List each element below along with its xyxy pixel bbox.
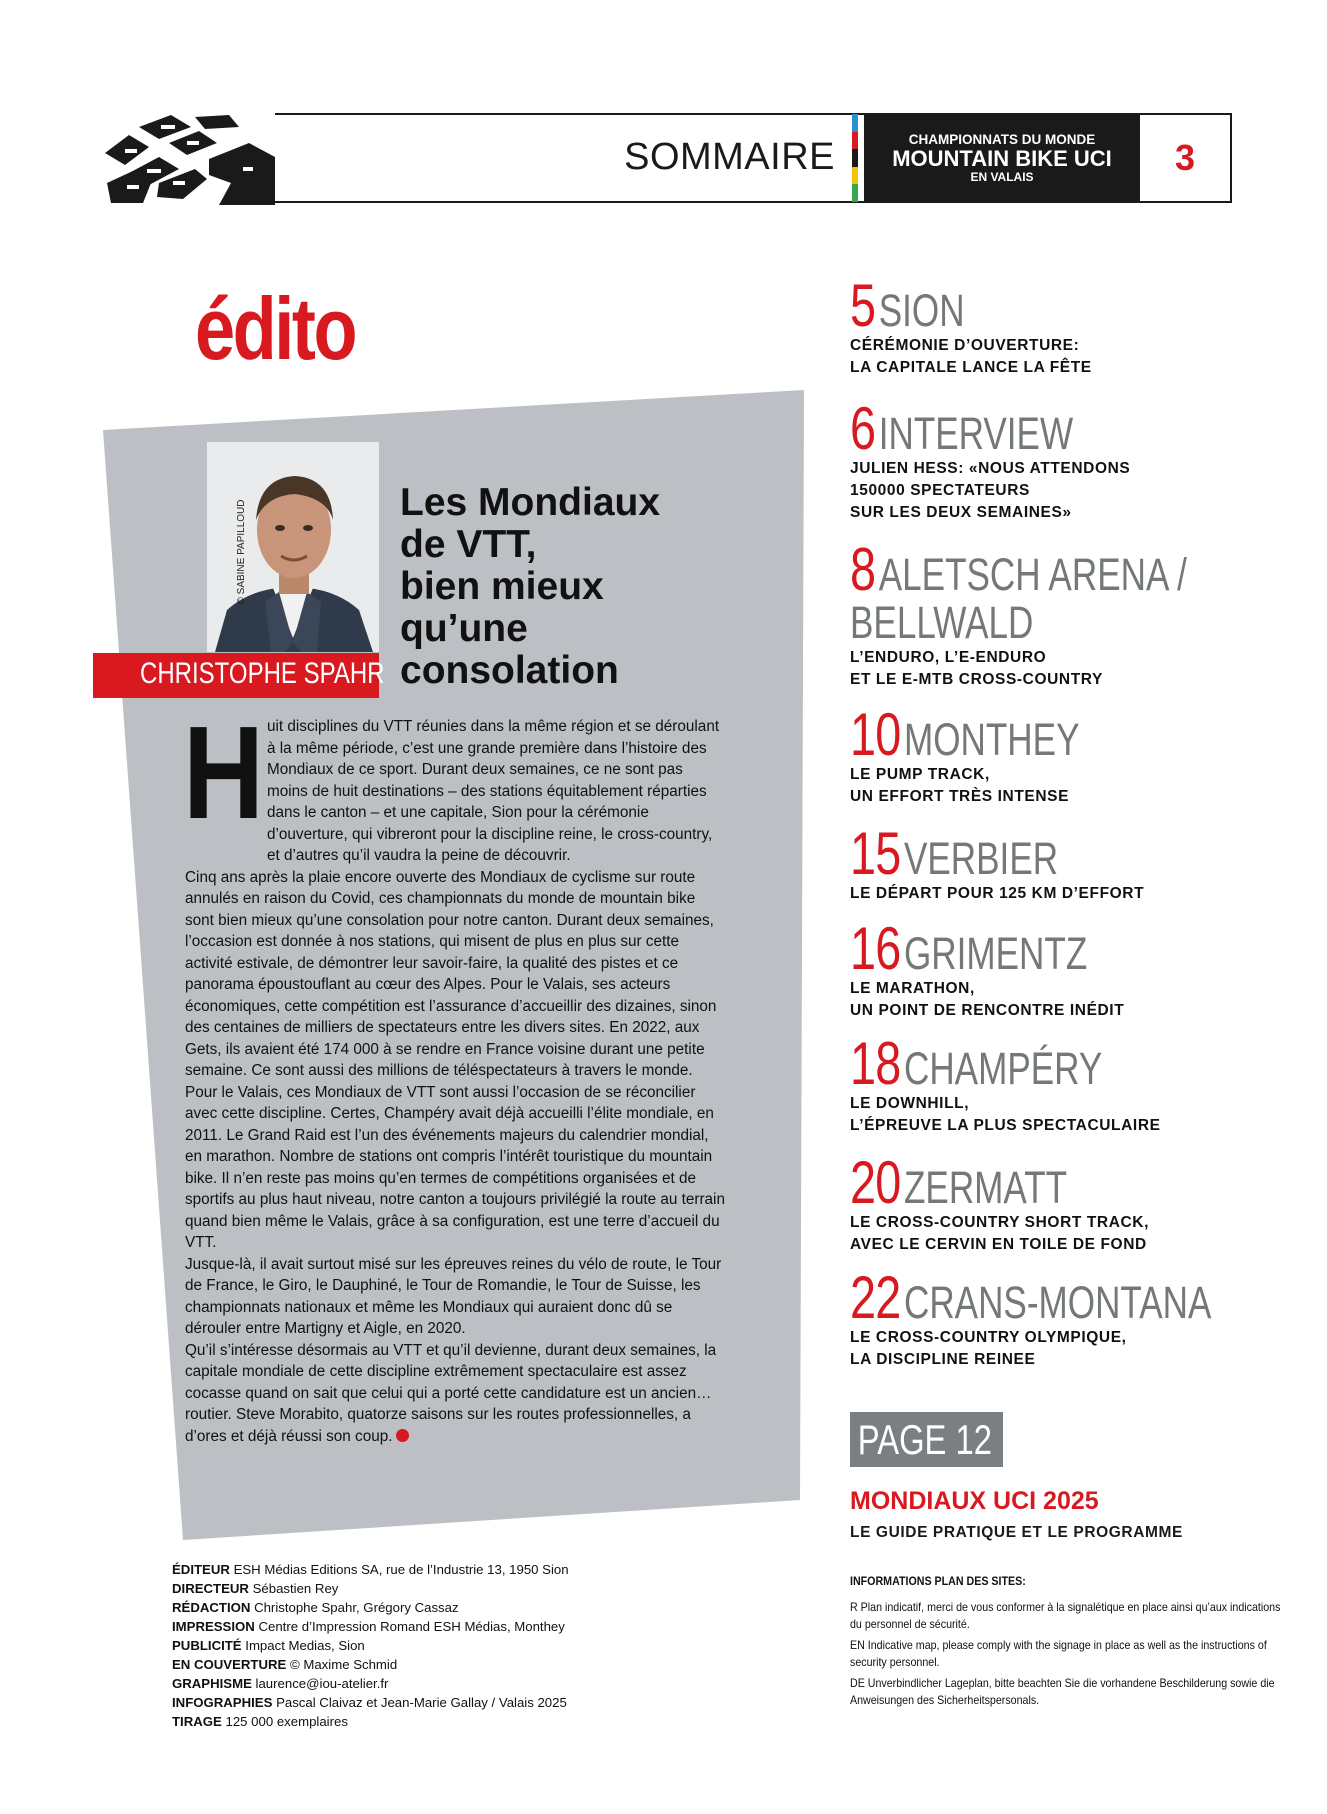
headline-line: de VTT, [400,523,537,566]
imprint-value: Sébastien Rey [252,1581,339,1596]
imprint-line [172,1674,569,1693]
imprint-line [172,1560,569,1579]
map-info-de: DE Unverbindlicher Lageplan, bitte beachten Sie die vorhandene Beschilderung sowie die Anweisungen des Sicherheitspersonals. [850,1676,1275,1707]
toc-item [850,395,1310,524]
guide-subtitle: LE GUIDE PRATIQUE ET LE PROGRAMME [850,1524,1183,1541]
event-line-3: EN VALAIS [970,170,1034,184]
toc-title: MONTHEY [903,714,1080,765]
page-number: 3 [1174,137,1196,178]
map-info [850,1573,1282,1713]
toc-heading [850,1030,1209,1097]
imprint-key: IMPRESSION [172,1619,255,1634]
imprint-key: EN COUVERTURE [172,1657,287,1672]
headline-line: Les Mondiaux [400,481,661,524]
imprint [172,1560,569,1731]
drop-cap: H [183,699,265,846]
imprint-key: ÉDITEUR [172,1562,230,1577]
toc-title: CHAMPÉRY [903,1043,1103,1094]
toc-subtitle: UN POINT DE RENCONTRE INÉDIT [850,1002,1125,1019]
toc-subtitle: LE PUMP TRACK, [850,766,990,783]
toc-subtitle: JULIEN HESS: «NOUS ATTENDONS [850,460,1131,477]
section-title: SOMMAIRE [624,136,835,178]
toc-heading [850,395,1209,462]
toc-page-number: 8 [850,536,876,603]
toc-heading [850,1264,1212,1331]
imprint-value: © Maxime Schmid [289,1657,398,1672]
toc-page-number: 6 [850,395,876,462]
toc-subtitle: CÉRÉMONIE D’OUVERTURE: [850,337,1080,354]
toc-heading-continued [850,599,1209,647]
toc-page-number: 22 [850,1264,901,1331]
toc-title: CRANS-MONTANA [903,1277,1212,1328]
imprint-value: Impact Medias, Sion [245,1638,365,1653]
toc-item [850,1149,1310,1256]
author-name: CHRISTOPHE SPAHR [140,657,385,690]
imprint-value: 125 000 exemplaires [225,1714,348,1729]
edito-label: édito [195,279,356,378]
imprint-value: laurence@iou-atelier.fr [255,1676,389,1691]
guide-title: MONDIAUX UCI 2025 [850,1487,1099,1515]
toc-item [850,272,1310,379]
toc-subtitle: L’ÉPREUVE LA PLUS SPECTACULAIRE [850,1117,1161,1134]
toc-subtitle: LE MARATHON, [850,980,975,997]
toc-title: VERBIER [903,833,1059,884]
toc-subtitle: LA DISCIPLINE REINEE [850,1351,1036,1368]
imprint-value: Pascal Claivaz et Jean-Marie Gallay / Valais 2025 [276,1695,567,1710]
map-info-en: EN Indicative map, please comply with the signage in place as well as the instructions of security personnel. [850,1638,1267,1669]
toc-page-number: 18 [850,1030,901,1097]
imprint-key: RÉDACTION [172,1600,251,1615]
toc-heading [850,915,1209,982]
imprint-key: PUBLICITÉ [172,1638,242,1653]
toc-item [850,1030,1310,1137]
imprint-line [172,1617,569,1636]
event-line-2: MOUNTAIN BIKE UCI [892,146,1112,171]
toc-subtitle: 150000 SPECTATEURS [850,482,1030,499]
toc-subtitle: SUR LES DEUX SEMAINES» [850,504,1072,521]
page-12-label: PAGE 12 [857,1416,992,1463]
toc-subtitle: UN EFFORT TRÈS INTENSE [850,788,1070,805]
imprint-key: TIRAGE [172,1714,222,1729]
body-paragraph: Qu’il s’intéresse désormais au VTT et qu’il devienne, durant deux semaines, la capitale mondiale de cette discipline extrêmement spectaculaire est assez cocasse quand on sait que celui qui a porté cette candidature est un ancien… routier. Steve Morabito, quatorze saisons sur les routes professionnelles, a d’ores et déjà réussi son coup. [185,1341,717,1445]
toc-title: BELLWALD [850,597,1034,648]
imprint-value: Centre d’Impression Romand ESH Médias, Monthey [258,1619,565,1634]
imprint-value: Christophe Spahr, Grégory Cassaz [254,1600,459,1615]
imprint-key: DIRECTEUR [172,1581,249,1596]
page-12-badge [850,1412,1003,1467]
imprint-value: ESH Médias Editions SA, rue de l’Industrie 13, 1950 Sion [233,1562,569,1577]
toc-title: GRIMENTZ [903,928,1088,979]
toc-title: ALETSCH ARENA / [878,549,1187,600]
body-paragraph: Jusque-là, il avait surtout misé sur les épreuves reines du vélo de route, le Tour de France, le Giro, le Dauphiné, le Tour de Romandie, le Tour de Suisse, les championnats nationaux et même les Mondiaux qui auraient donc dû se dérouler entre Martigny et Aigle, en 2020. [185,1255,722,1337]
toc-subtitle: LE DÉPART POUR 125 KM D’EFFORT [850,885,1145,902]
toc-subtitle: LE CROSS-COUNTRY SHORT TRACK, [850,1214,1149,1231]
imprint-line [172,1598,569,1617]
map-info-heading: INFORMATIONS PLAN DES SITES: [850,1575,1026,1588]
body-paragraph: Cinq ans après la plaie encore ouverte des Mondiaux de cyclisme sur route annulés en raison du Covid, ces championnats du monde de mountain bike sont bien mieux qu’une consolation pour notre canton. Durant deux semaines, l’occasion est donnée à nos stations, qui misent de plus en plus sur cette activité estivale, de démontrer leur savoir-faire, la qualité des pistes et ce panorama époustouflant au cœur des Alpes. Pour le Valais, ses acteurs économiques, cette compétition est l’assurance d’accueillir des dizaines, sinon des centaines de milliers de spectateurs entre les divers sites. En 2022, aux Gets, ils avaient été 174 000 à se rendre en France voisine durant une petite semaine. Ce sont aussi des millions de téléspectateurs à travers le monde. [185,868,717,1079]
imprint-key: INFOGRAPHIES [172,1695,273,1710]
imprint-line [172,1712,569,1731]
imprint-key: GRAPHISME [172,1676,252,1691]
body-paragraph: Pour le Valais, ces Mondiaux de VTT sont aussi l’occasion de se réconcilier avec cette discipline. Certes, Champéry avait déjà accueilli l’élite mondiale, en 2011. Le Grand Raid est l’un des événements majeurs du calendrier mondial, en marathon. Nombre de stations ont compris l’intérêt touristique du mountain bike. Il n’en reste pas moins qu’en termes de compétitions organisées et de sportifs au plus haut niveau, notre canton a toujours privilégié la route au terrain quand bien même le Valais, grâce à sa configuration, est une terre d’accueil du VTT. [185,1083,725,1251]
toc-heading [850,701,1209,768]
toc-item [850,915,1310,1022]
table-of-contents [850,272,1310,1371]
imprint-line [172,1693,569,1712]
toc-page-number: 20 [850,1149,901,1216]
toc-heading [850,536,1209,603]
imprint-line [172,1655,569,1674]
toc-item [850,701,1310,808]
headline-line: qu’une [400,607,528,650]
event-line-1: CHAMPIONNATS DU MONDE [908,132,1096,147]
toc-title: SION [878,285,965,336]
toc-subtitle: LE CROSS-COUNTRY OLYMPIQUE, [850,1329,1127,1346]
imprint-line [172,1636,569,1655]
toc-page-number: 10 [850,701,901,768]
toc-heading [850,820,1209,887]
headline-line: bien mieux [400,565,604,608]
toc-item [850,820,1310,905]
edito-body [185,716,725,1447]
toc-subtitle: AVEC LE CERVIN EN TOILE DE FOND [850,1236,1147,1253]
author-photo [207,442,379,652]
map-info-fr: R Plan indicatif, merci de vous conformer à la signalétique en place ainsi qu’aux indications du personnel de sécurité. [850,1600,1281,1631]
headline-line: consolation [400,649,619,692]
imprint-line [172,1579,569,1598]
toc-page-number: 5 [850,272,876,339]
edito-headline [400,482,660,692]
toc-subtitle: L’ENDURO, L’E-ENDURO [850,649,1047,666]
toc-page-number: 15 [850,820,901,887]
toc-item [850,536,1310,691]
toc-title: ZERMATT [903,1162,1068,1213]
toc-page-number: 16 [850,915,901,982]
toc-title: INTERVIEW [878,408,1074,459]
toc-item [850,1264,1310,1371]
toc-subtitle: LA CAPITALE LANCE LA FÊTE [850,359,1092,376]
body-paragraph: uit disciplines du VTT réunies dans la même région et se déroulant à la même période, c’est une grande première dans l’histoire des Mondiaux de ce sport. Durant deux semaines, ce ne sont pas moins de huit destinations – des stations équitablement réparties dans le canton – et une capitale, Sion pour la cérémonie d’ouverture, qui vibreront pour la discipline reine, le cross-country, et d’autres qu’il vaudra la peine de découvrir. [267,718,720,864]
photo-credit: © SABINE PAPILLOUD [236,499,247,605]
end-dot-icon [396,1429,409,1442]
toc-heading [850,1149,1209,1216]
toc-subtitle: ET LE E-MTB CROSS-COUNTRY [850,671,1103,688]
toc-subtitle: LE DOWNHILL, [850,1095,970,1112]
toc-heading [850,272,1209,339]
